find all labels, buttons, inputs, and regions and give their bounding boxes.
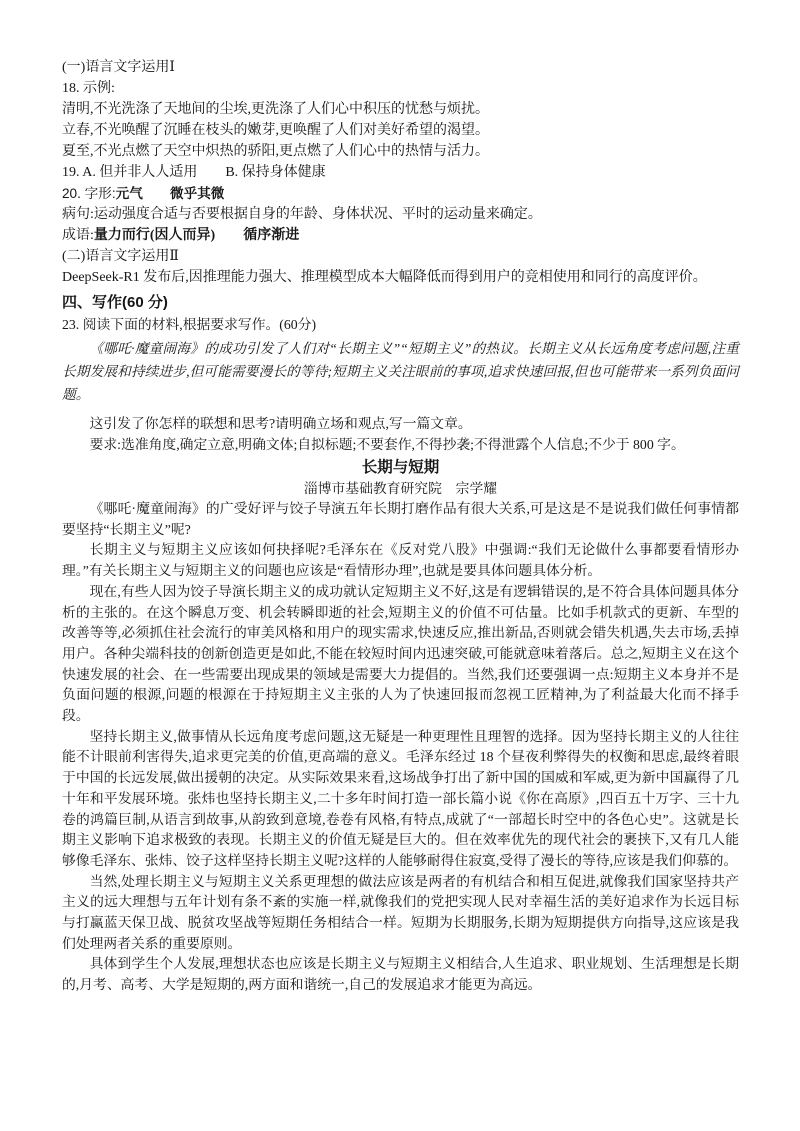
q18-answer-line-3: 夏至,不光点燃了天空中炽热的骄阳,更点燃了人们心中的热情与活力。	[62, 144, 489, 159]
q18-answer-line-1: 清明,不光洗涤了天地间的尘埃,更洗涤了人们心中积压的忧愁与烦扰。	[62, 102, 489, 117]
essay-paragraph-1: 《哪吒·魔童闹海》的广受好评与饺子导演五年长期打磨作品有很大关系,可是这是不是说我们做任何事情都要坚持“长期主义”呢?	[62, 501, 739, 537]
essay-paragraph-6: 具体到学生个人发展,理想状态也应该是长期主义与短期主义相结合,人生追求、职业规划、生活理想是长期的,月考、高考、大学是短期的,两方面和谐统一,自己的发展追求才能更为高远。	[62, 956, 739, 993]
deepseek-answer: DeepSeek-R1 发布后,因推理能力强大、推理模型成本大幅降低而得到用户的竞相使用和同行的高度评价。	[62, 270, 707, 285]
q20-answer	[62, 183, 739, 204]
essay-paragraph-3: 现在,有些人因为饺子导演长期主义的成功就认定短期主义不好,这是有逻辑错误的,是不符合具体问题具体分析的主张的。在这个瞬息万变、机会转瞬即逝的社会,短期主义的价值不可估量。比如手机款式的更新、车型的改善等等,必须抓住社会流行的审美风格和用户的现实需求,快速反应,推出新品,否则就会错失机遇,失去市场,丢掉用户。各种尖端科技的创新创造更是如此,不能在较短时间内迅速突破,可能就意味着落后。总之,短期主义在这个快速发展的社会、在一些需要出现成果的领域是需要大力提倡的。当然,我们还要强调一点:短期主义本身并不是负面问题的根源,问题的根源在于持短期主义主张的人为了快速回报而忽视工匠精神,为了利益最大化而不择手段。	[62, 583, 739, 724]
q19-answer: 19. A. 但并非人人适用 B. 保持身体健康	[62, 165, 326, 180]
essay-byline: 淄博市基础教育研究院 宗学耀	[303, 481, 498, 496]
essay-paragraph-5: 当然,处理长期主义与短期主义关系更理想的做法应该是两者的有机结合和相互促进,就像我们国家坚持共产主义的远大理想与五年计划有条不紊的实施一样,就像我们的党把实现人民对幸福生活的美好追求作为长远目标与打赢蓝天保卫战、脱贫攻坚战等短期任务相结合一样。短期为长期服务,长期为短期提供方向指导,这应该是我们处理两者关系的重要原则。	[62, 873, 739, 951]
q18-label: 18. 示例:	[62, 81, 115, 96]
q20-label: 20. 字形:	[62, 186, 116, 201]
answers-section	[62, 57, 739, 288]
composition-requirements: 要求:选准角度,确定立意,明确文体;自拟标题;不要套作,不得抄袭;不得泄露个人信息;不少于 800 字。	[89, 437, 685, 452]
section4-heading: 四、写作(60 分)	[62, 294, 168, 311]
sick-sentence-text: 运动强度合适与否要根据自身的年龄、身体状况、平时的运动量来确定。	[93, 207, 542, 222]
sick-sentence-label: 病句:	[62, 207, 94, 222]
essay-body	[62, 499, 739, 996]
q18-answer-line-2: 立春,不光唤醒了沉睡在枝头的嫩芽,更唤醒了人们对美好希望的渴望。	[62, 123, 489, 138]
essay-paragraph-4: 坚持长期主义,做事情从长远角度考虑问题,这无疑是一种更理性且理智的选择。因为坚持长期主义的人往往能不计眼前利害得失,追求更完美的价值,更高端的意义。毛泽东经过 18 个昼夜利弊得失的权衡和思虑,最终着眼于中国的长远发展,做出援朝的决定。从实际效果来看,这场战争打出了新中国的国威和军威,更为新中国赢得了几十年和平发展环境。张炜也坚持长期主义,二十多年时间打造一部长篇小说《你在高原》,四百五十万字、三十九卷的鸿篇巨制,从语言到故事,从韵致到意境,卷卷有风格,有特点,成就了“一部超长时空中的各色心史”。这就是长期主义影响下追求极致的表现。长期主义的价值无疑是巨大的。但在效率优先的现代社会的裹挟下,又有几人能够像毛泽东、张炜、饺子这样坚持长期主义呢?这样的人能够耐得住寂寞,受得了漫长的等待,应该是我们仰慕的。	[62, 728, 739, 868]
composition-material: 《哪吒·魔童闹海》的成功引发了人们对“长期主义”“短期主义”的热议。长期主义从长远角度考虑问题,注重长期发展和持续进步,但可能需要漫长的等待;短期主义关注眼前的事项,追求快速回报,但也可能带来一系列负面问题。	[62, 341, 739, 402]
essay-title: 长期与短期	[361, 459, 440, 476]
q20-answer-words: 元气 微乎其微	[115, 186, 225, 201]
section1-heading: (一)语言文字运用Ⅰ	[62, 60, 175, 75]
composition-prompt: 这引发了你怎样的联想和思考?请明确立场和观点,写一篇文章。	[89, 416, 472, 431]
section2-heading: (二)语言文字运用Ⅱ	[62, 249, 179, 264]
idiom-answer-words: 量力而行(因人而异) 循序渐进	[93, 228, 300, 243]
essay-paragraph-2: 长期主义与短期主义应该如何抉择呢?毛泽东在《反对党八股》中强调:“我们无论做什么事都要看情形办理。”有关长期主义与短期主义的问题也应该是“看情形办理”,也就是要具体问题具体分析。	[62, 542, 739, 579]
idiom-label: 成语:	[62, 228, 94, 243]
q23-label: 23. 阅读下面的材料,根据要求写作。(60分)	[62, 317, 317, 332]
essay-section	[62, 457, 739, 996]
idiom-answer	[62, 225, 739, 246]
writing-section	[62, 292, 739, 455]
sick-sentence-answer	[62, 204, 739, 225]
